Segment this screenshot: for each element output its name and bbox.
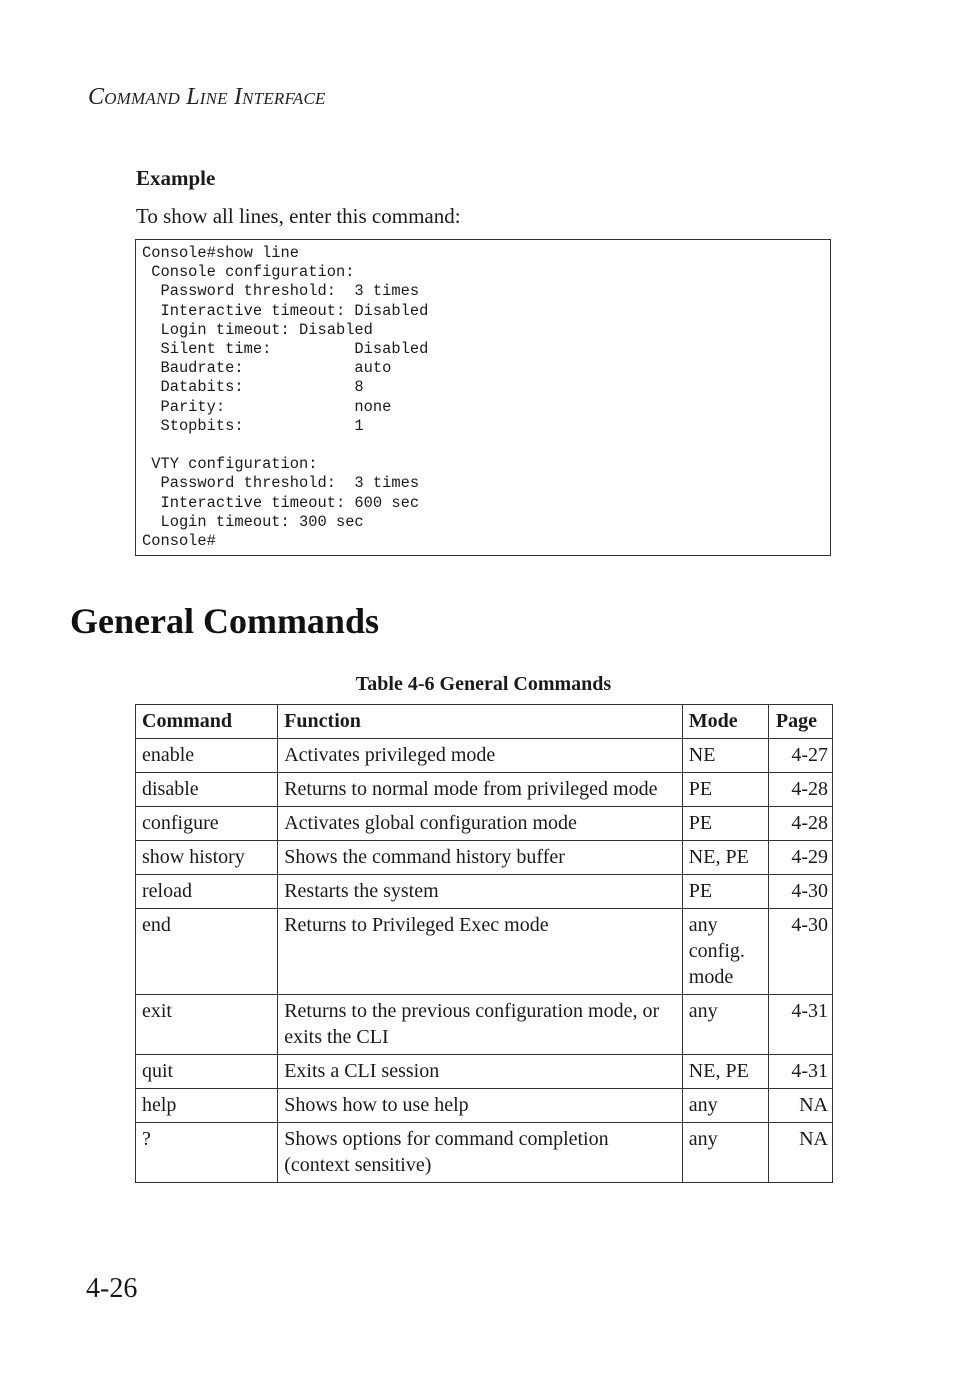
header-function: Function — [278, 705, 683, 739]
header-page: Page — [768, 705, 832, 739]
cell-mode: any config. mode — [682, 909, 768, 995]
cell-command: reload — [136, 875, 278, 909]
cell-function: Activates privileged mode — [278, 739, 683, 773]
cell-function: Shows how to use help — [278, 1089, 683, 1123]
cell-page: 4-30 — [768, 909, 832, 995]
cell-command: configure — [136, 807, 278, 841]
table-row — [136, 909, 833, 995]
table-header-row — [136, 705, 833, 739]
table-row — [136, 773, 833, 807]
cell-page: 4-31 — [768, 995, 832, 1055]
cell-page: 4-30 — [768, 875, 832, 909]
table-row — [136, 739, 833, 773]
cell-page: NA — [768, 1123, 832, 1183]
cell-command: help — [136, 1089, 278, 1123]
cell-mode: PE — [682, 807, 768, 841]
cell-command: quit — [136, 1055, 278, 1089]
cell-mode: any — [682, 1089, 768, 1123]
general-commands-table — [135, 704, 833, 1183]
cell-mode: PE — [682, 773, 768, 807]
cell-command: ? — [136, 1123, 278, 1183]
table-caption: Table 4-6 General Commands — [355, 673, 612, 695]
cell-command: end — [136, 909, 278, 995]
cell-mode: PE — [682, 875, 768, 909]
cell-page: 4-31 — [768, 1055, 832, 1089]
table-row — [136, 1055, 833, 1089]
cell-function: Exits a CLI session — [278, 1055, 683, 1089]
cell-mode: any — [682, 1123, 768, 1183]
table-row — [136, 841, 833, 875]
cell-page: 4-28 — [768, 807, 832, 841]
table-row — [136, 1089, 833, 1123]
running-header: Command Line Interface — [88, 84, 326, 110]
page-number: 4-26 — [86, 1273, 138, 1304]
cell-command: disable — [136, 773, 278, 807]
cell-page: 4-28 — [768, 773, 832, 807]
cell-function: Returns to the previous configuration mode, or exits the CLI — [278, 995, 683, 1055]
cell-function: Shows options for command completion (context sensitive) — [278, 1123, 683, 1183]
cell-mode: NE, PE — [682, 841, 768, 875]
example-heading: Example — [136, 166, 216, 190]
section-title: General Commands — [70, 601, 379, 641]
cell-function: Shows the command history buffer — [278, 841, 683, 875]
header-mode: Mode — [682, 705, 768, 739]
cell-page: 4-27 — [768, 739, 832, 773]
code-text: Console#show line Console configuration: Password threshold: 3 times Interactive timeout: Disabled Login timeout: Disabled Silent time: Disabled Baudrate: auto Databits: 8 Parity: none Stopbits: 1 VTY configuration: Password threshold: 3 times Interactive timeout: 600 sec Login timeout: 300 sec Console# — [142, 244, 429, 551]
cell-mode: NE — [682, 739, 768, 773]
intro-text: To show all lines, enter this command: — [136, 204, 461, 228]
cell-page: NA — [768, 1089, 832, 1123]
cell-command: exit — [136, 995, 278, 1055]
table-row — [136, 1123, 833, 1183]
cell-function: Restarts the system — [278, 875, 683, 909]
cell-page: 4-29 — [768, 841, 832, 875]
table-row — [136, 875, 833, 909]
cell-function: Activates global configuration mode — [278, 807, 683, 841]
table-row — [136, 807, 833, 841]
cell-mode: any — [682, 995, 768, 1055]
cell-command: show history — [136, 841, 278, 875]
table-row — [136, 995, 833, 1055]
cell-mode: NE, PE — [682, 1055, 768, 1089]
header-command: Command — [136, 705, 278, 739]
cell-function: Returns to normal mode from privileged mode — [278, 773, 683, 807]
cell-function: Returns to Privileged Exec mode — [278, 909, 683, 995]
code-block — [135, 239, 831, 556]
cell-command: enable — [136, 739, 278, 773]
